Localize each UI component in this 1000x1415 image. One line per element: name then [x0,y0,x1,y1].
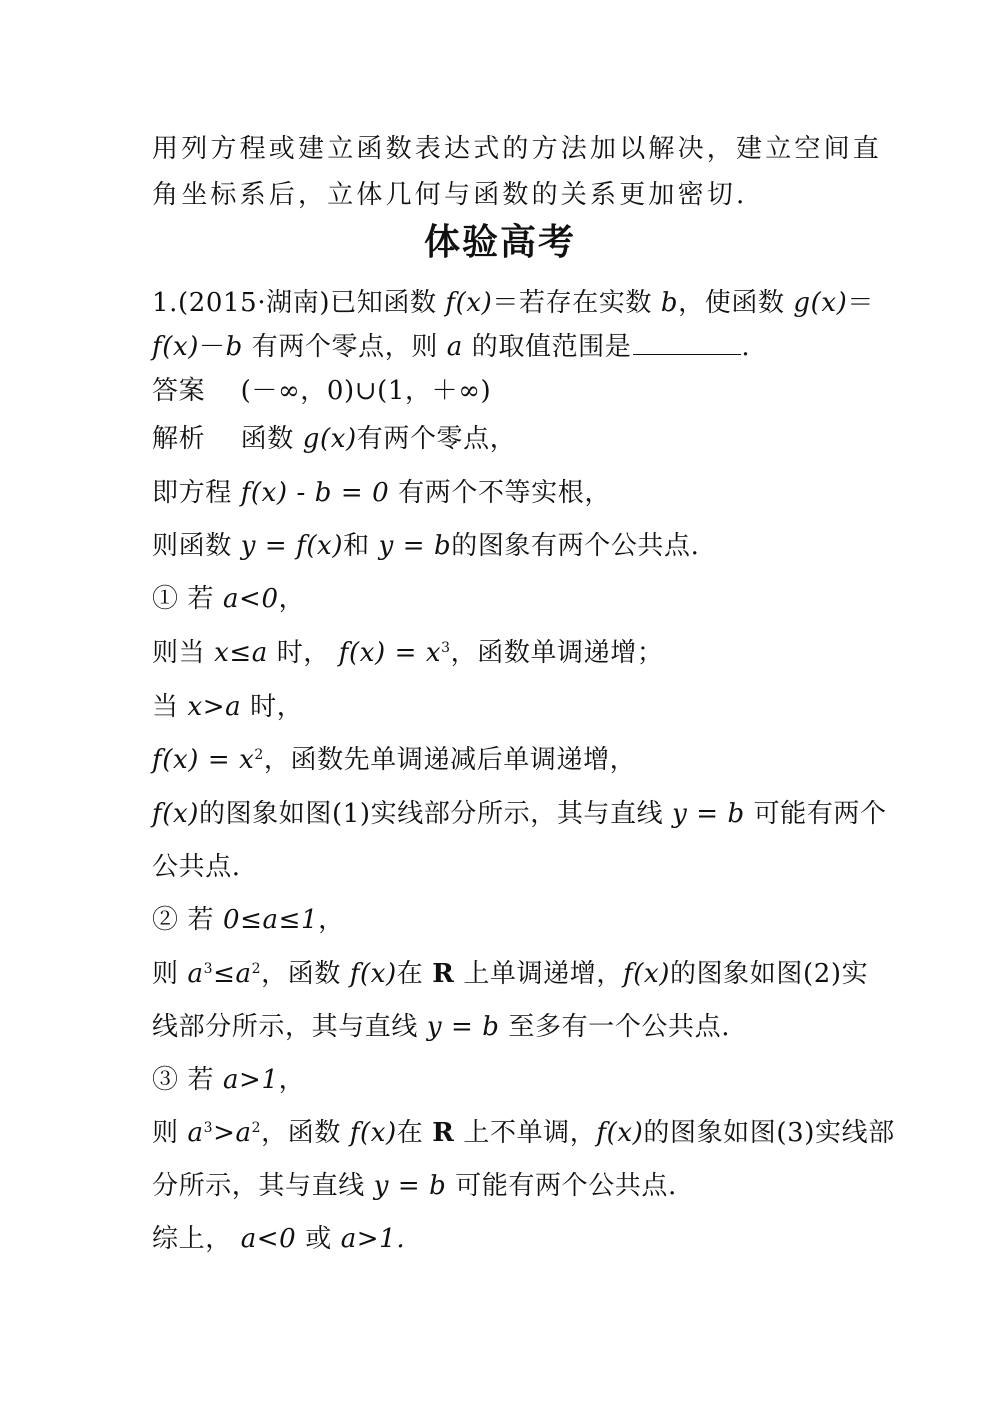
math-a: a [235,959,252,989]
math-operator: > [213,1118,236,1148]
solution-text: ，函数 [261,959,341,989]
math-fx: f(x) [349,1118,397,1148]
solution-text: 的图象有两个公共点. [451,531,700,561]
solution-line-14 [152,1112,895,1149]
math-equation: y = b [672,799,745,829]
math-fx: f(x) [349,959,397,989]
math-fx: f(x) [445,288,493,318]
intro-line-2 [152,174,852,211]
solution-text: 则 [152,1118,179,1148]
math-real-set: R [432,959,455,989]
math-condition: 0≤a≤1 [222,905,319,935]
problem-text: ＝若存在实数 [492,288,653,318]
solution-line-15 [152,1165,852,1202]
solution-line-2 [152,472,852,509]
solution-text: 可能有两个公共点. [455,1171,677,1201]
math-operator: ≤ [213,959,236,989]
case-1-heading [152,578,852,615]
solution-text: 或 [305,1224,332,1254]
solution-text: 线部分所示，其与直线 [152,1012,419,1042]
problem-line-1 [152,282,875,319]
math-fx: f(x) [152,799,199,829]
math-condition: a>1. [340,1224,406,1254]
solution-text: 有两个不等实根， [398,478,611,508]
problem-text: 有两个零点，则 [251,332,438,362]
case-label: ① 若 [152,584,215,614]
solution-text: 在 [396,1118,424,1148]
math-equation: y = b [373,1171,447,1201]
solution-text: 则 [152,959,179,989]
solution-text: 时， [250,692,304,722]
answer-label: 答案 [152,376,206,406]
intro-text-1: 用列方程或建立函数表达式的方法加以解决，建立空间直 [152,134,883,164]
math-condition: a<0 [222,584,279,614]
math-b: b [225,332,243,362]
math-condition: x>a [187,692,242,722]
exponent: 2 [254,747,264,763]
solution-text: 当 [152,692,179,722]
solution-text: 时， [276,638,330,668]
solution-line-6 [152,686,852,723]
solution-text: 有两个零点， [356,424,517,454]
exponent: 2 [251,961,262,977]
solution-text: 的图象如图(1)实线部分所示，其与直线 [198,799,664,829]
solution-text: 函数 [240,424,294,454]
case-3-heading [152,1059,852,1096]
answer-line [152,370,852,407]
intro-text-2: 角坐标系后，立体几何与函数的关系更加密切. [152,180,748,210]
math-fx: f(x) [622,959,670,989]
problem-text: ，使函数 [678,288,785,318]
math-gx: g(x) [302,424,357,454]
solution-text: 的图象如图(3)实线部 [643,1118,895,1148]
exponent: 3 [441,640,451,656]
math-a: a [446,332,463,362]
case-label: ② 若 [152,905,215,935]
math-a: a [187,1118,204,1148]
solution-line-7 [152,739,852,776]
solution-text: 和 [343,531,370,561]
math-fx: f(x) [596,1118,644,1148]
solution-text: 公共点. [152,852,241,882]
math-equation: y = f(x) [240,531,344,561]
problem-text: . [741,332,751,362]
solution-text: ，函数单调递增； [450,638,664,668]
answer-value: (－∞，0)∪(1，＋∞) [240,376,492,406]
solution-text: ，函数先单调递减后单调递增， [263,745,637,775]
solution-line-8 [152,793,887,830]
solution-conclusion [152,1218,852,1255]
case-2-heading [152,899,852,936]
math-real-set: R [432,1118,455,1148]
solution-text: 上不单调， [463,1118,597,1148]
problem-text: － [198,332,226,362]
solution-text: ，函数 [261,1118,341,1148]
solution-text: 则当 [152,638,206,668]
math-gx: g(x) [793,288,848,318]
solution-line-3 [152,525,852,562]
exponent: 3 [203,961,214,977]
math-a: a [187,959,204,989]
answer-blank [633,332,741,355]
math-equation: y = b [378,531,452,561]
problem-number: 1.(2015·湖南) [152,288,331,318]
solution-text: 即方程 [152,478,232,508]
math-b: b [660,288,679,318]
solution-text: 上单调递增， [463,959,623,989]
exponent: 2 [251,1120,262,1136]
solution-text: 的图象如图(2)实 [669,959,869,989]
solution-line-11 [152,953,869,990]
math-condition: a>1 [222,1065,279,1095]
problem-text: 已知函数 [330,288,437,318]
solution-text: 则函数 [152,531,232,561]
math-fx: f(x) [152,332,199,362]
solution-text: ， [318,905,345,935]
math-equation: y = b [426,1012,500,1042]
math-condition: a<0 [240,1224,297,1254]
solution-line-12 [152,1006,852,1043]
math-equation: f(x) = x [152,745,255,775]
section-title: 体验高考 [423,222,576,263]
solution-text: 分所示，其与直线 [152,1171,365,1201]
solution-text: 综上， [152,1224,232,1254]
intro-line-1 [152,128,883,165]
problem-text: 的取值范围是 [471,332,632,362]
math-condition: x≤a [214,638,268,668]
solution-text: 在 [396,959,424,989]
math-equation: f(x) - b = 0 [240,478,390,508]
solution-text: ， [278,584,306,614]
exponent: 3 [203,1120,214,1136]
case-label: ③ 若 [152,1065,215,1095]
solution-line-5 [152,632,852,669]
solution-text: 至多有一个公共点. [508,1012,731,1042]
solution-text: 可能有两个 [753,799,887,829]
problem-text: ＝ [847,288,875,318]
solution-text: ， [278,1065,306,1095]
math-equation: f(x) = x [338,638,442,668]
solution-line-9 [152,846,852,883]
problem-line-2 [152,326,852,363]
solution-label: 解析 [152,424,206,454]
solution-line-1 [152,418,852,455]
math-a: a [235,1118,252,1148]
